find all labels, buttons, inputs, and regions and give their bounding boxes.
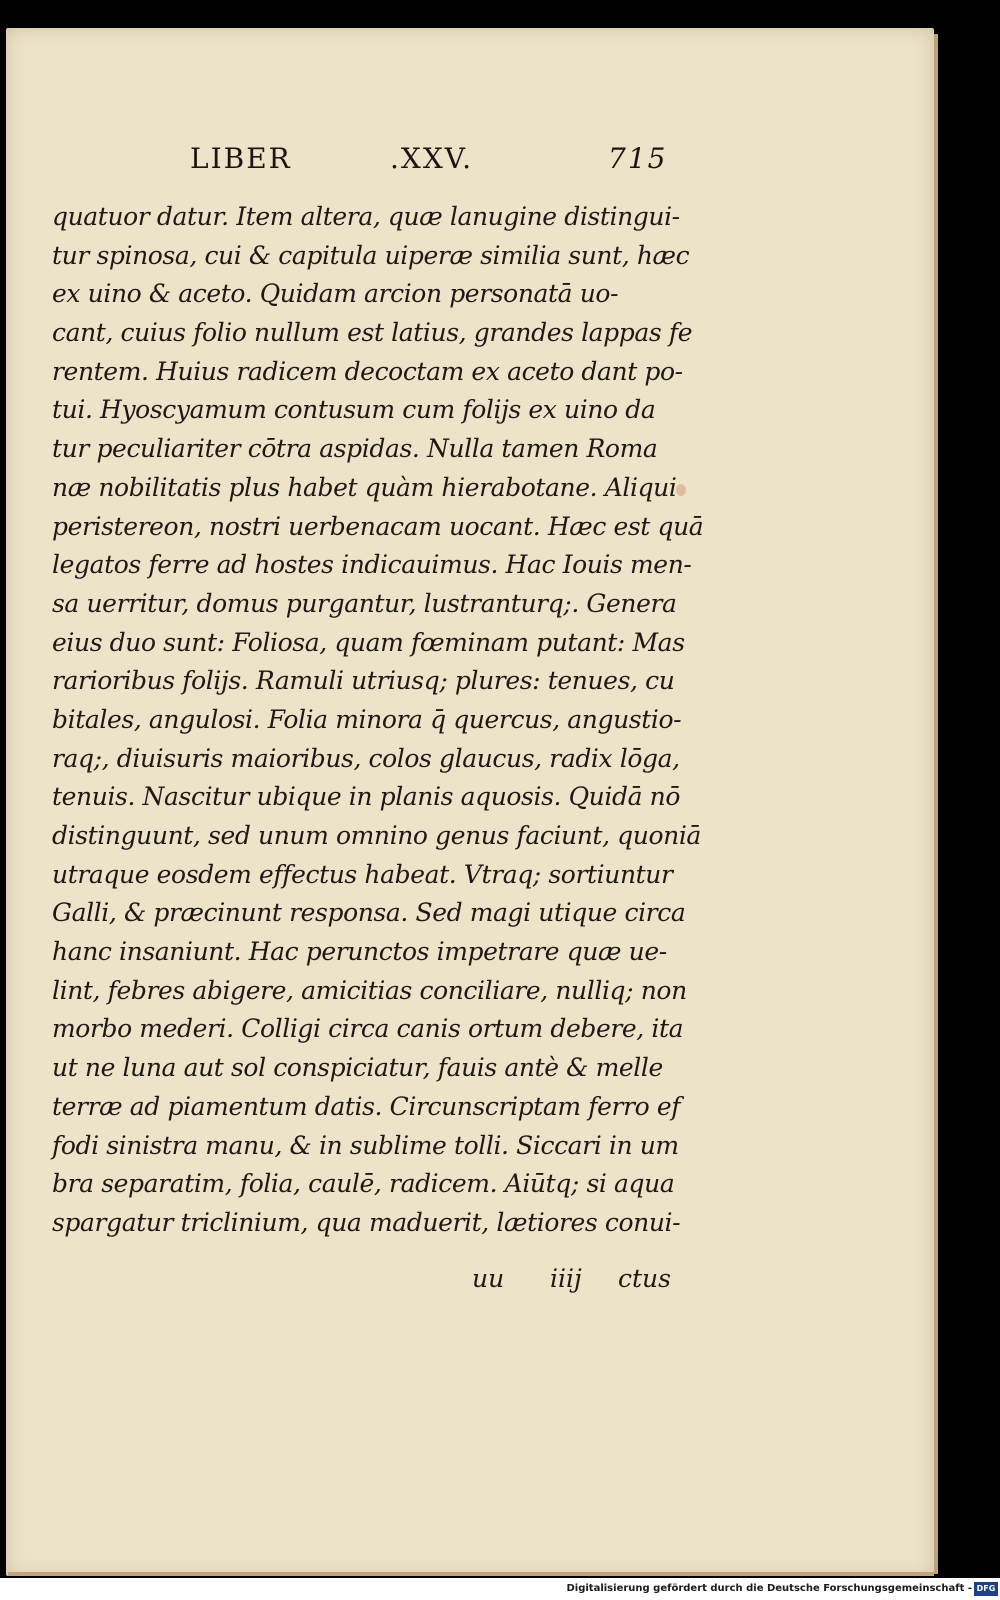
text-line: tui. Hyoscyamum contusum cum folijs ex uino da [52,395,656,425]
text-line: hanc insaniunt. Hac perunctos impetrare quæ ue- [52,937,667,967]
text-line: rarioribus folijs. Ramuli utriusq; plures: tenues, cu [52,666,675,696]
running-head-title: LIBER [190,142,292,175]
page-bottom-edge [8,1572,934,1576]
text-line: raq;, diuisuris maioribus, colos glaucus, radix lōga, [52,743,680,773]
text-line: Galli, & præcinunt responsa. Sed magi utique circa [52,898,686,928]
text-line: sa uerritur, domus purgantur, lustranturq;. Genera [52,588,677,618]
text-line: distinguunt, sed unum omnino genus faciunt, quoniā [52,821,701,850]
text-line: bra separatim, folia, caulē, radicem. Aiūtq; si aqua [52,1169,675,1199]
text-line: næ nobilitatis plus habet quàm hierabotane. Aliqui [52,472,677,502]
text-line: eius duo sunt: Foliosa, quam fœminam putant: Mas [52,627,685,657]
text-line: tur spinosa, cui & capitula uiperæ similia sunt, hæc [52,240,690,270]
text-line: bitales, angulosi. Folia minora q̄ quercus, angustio- [52,704,682,734]
text-line: legatos ferre ad hostes indicauimus. Hac Iouis men- [52,550,692,580]
signature-line [472,1264,682,1304]
text-line: ut ne luna aut sol conspiciatur, fauis antè & melle [52,1053,663,1083]
page-fore-edge [934,34,938,1574]
text-line: peristereon, nostri uerbenacam uocant. Hæc est quā [52,511,704,541]
text-line: spargatur triclinium, qua maduerit, lætiores conui- [52,1207,681,1237]
page-number: 715 [608,142,668,175]
text-line: ex uino & aceto. Quidam arcion personatā uo- [52,279,619,309]
dfg-logo: DFG [974,1582,998,1596]
catchword: ctus [618,1264,671,1293]
text-line: lint, febres abigere, amicitias conciliare, nulliq; non [52,975,687,1005]
paper-stain [676,484,686,496]
text-line: cant, cuius folio nullum est latius, grandes lappas fe [52,318,693,348]
text-line: rentem. Huius radicem decoctam ex aceto dant po- [52,356,683,386]
body-text [52,198,704,1243]
text-line: quatuor datur. Item altera, quæ lanugine distingui- [52,202,680,231]
text-line: fodi sinistra manu, & in sublime tolli. Siccari in um [52,1130,679,1160]
running-head [190,142,670,182]
signature-sheet-number: iiij [550,1264,582,1293]
funding-credit: Digitalisierung gefördert durch die Deutsche Forschungsgemeinschaft - [566,1583,972,1594]
running-head-book-number: .XXV. [390,142,473,175]
text-line: tenuis. Nascitur ubique in planis aquosis. Quidā nō [52,782,680,812]
text-line: morbo mederi. Colligi circa canis ortum debere, ita [52,1014,684,1044]
text-line: terræ ad piamentum datis. Circunscriptam ferro ef [52,1091,681,1121]
text-line: tur peculiariter cōtra aspidas. Nulla tamen Roma [52,434,658,464]
text-line: utraque eosdem effectus habeat. Vtraq; sortiuntur [52,859,673,889]
signature-mark: uu [472,1264,505,1293]
